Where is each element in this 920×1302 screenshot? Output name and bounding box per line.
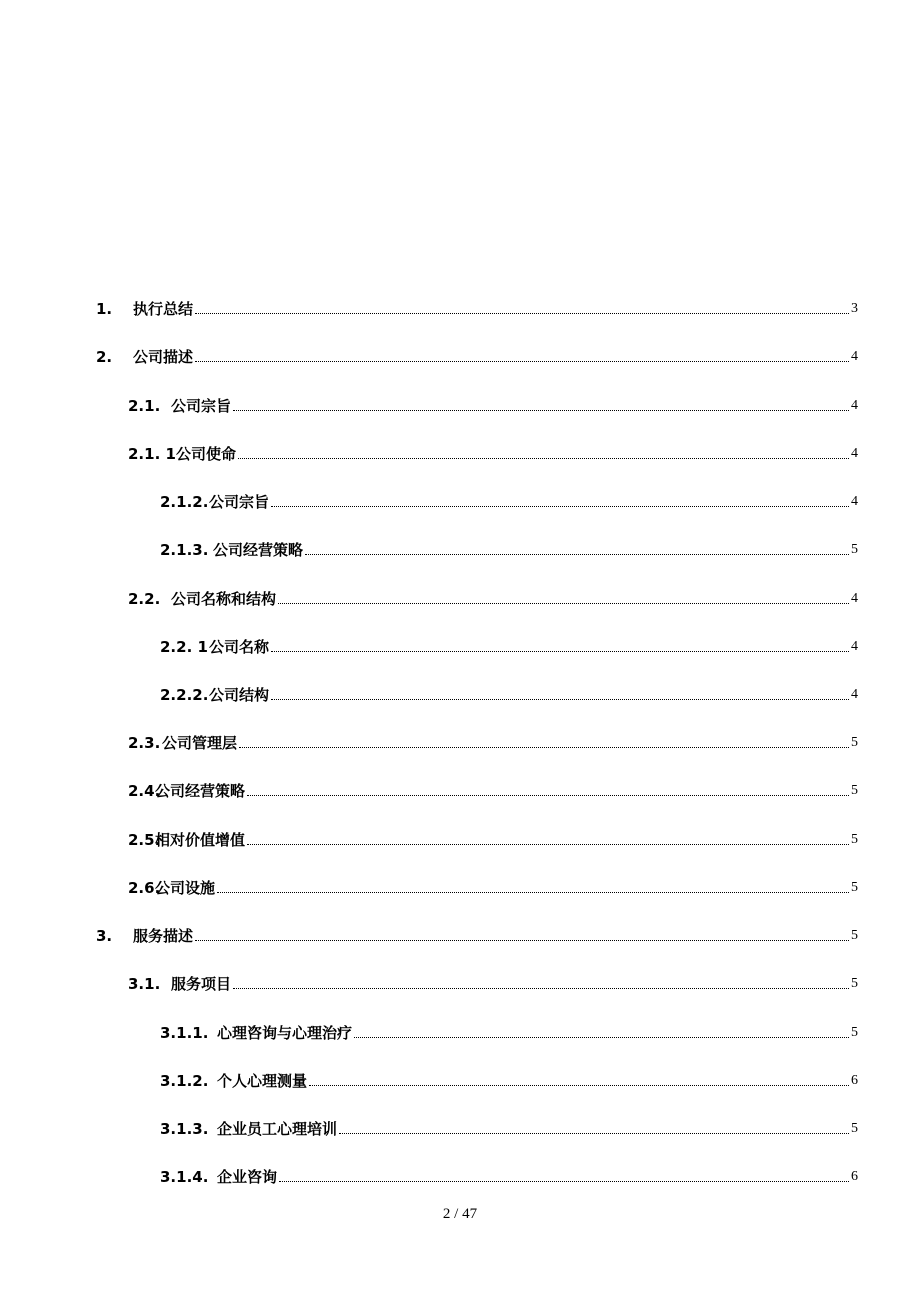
toc-entry-title: 企业咨询: [217, 1168, 278, 1186]
toc-entry-number: 3.1.: [128, 975, 161, 993]
dot-leader: [278, 602, 849, 604]
toc-entry-title: 公司经营策略: [155, 782, 246, 800]
toc-entry-page: 5: [851, 880, 858, 895]
toc-entry-page: 5: [851, 735, 858, 750]
toc-entry-number: 3.: [96, 927, 113, 945]
toc-entry-2-2-1[interactable]: [160, 632, 858, 656]
toc-entry-number: 3.1.4.: [160, 1168, 209, 1186]
toc-entry-title: 公司宗旨: [171, 397, 232, 415]
toc-entry-title: 公司名称: [209, 638, 270, 656]
toc-entry-page: 5: [851, 832, 858, 847]
toc-entry-number: 2.1.2.: [160, 493, 209, 511]
toc-entry-number: 3.1.3.: [160, 1120, 209, 1138]
toc-entry-title: 相对价值增值: [155, 831, 246, 849]
toc-entry-2-1-3[interactable]: [160, 535, 858, 559]
toc-entry-page: 5: [851, 976, 858, 991]
dot-leader: [305, 553, 849, 555]
toc-entry-number: 2.1. 1: [128, 445, 176, 463]
toc-entry-number: 2.6.: [128, 879, 161, 897]
toc-entry-title: 公司经营策略: [213, 541, 304, 559]
toc-entry-number: 3.1.1.: [160, 1024, 209, 1042]
toc-entry-title: 心理咨询与心理治疗: [217, 1024, 353, 1042]
toc-entry-number: 2.1.: [128, 397, 161, 415]
dot-leader: [233, 409, 849, 411]
toc-entry-title: 公司使命: [176, 445, 237, 463]
dot-leader: [339, 1132, 849, 1134]
toc-entry-page: 5: [851, 542, 858, 557]
dot-leader: [271, 650, 849, 652]
toc-entry-title: 服务项目: [171, 975, 232, 993]
toc-entry-title: 公司宗旨: [209, 493, 270, 511]
toc-entry-title: 公司管理层: [162, 734, 238, 752]
dot-leader: [195, 939, 849, 941]
toc-entry-page: 4: [851, 398, 858, 413]
toc-entry-page: 4: [851, 349, 858, 364]
toc-entry-3[interactable]: [96, 921, 858, 945]
toc-entry-page: 5: [851, 1121, 858, 1136]
toc-entry-2-1[interactable]: [128, 391, 858, 415]
dot-leader: [354, 1036, 849, 1038]
toc-entry-page: 4: [851, 494, 858, 509]
dot-leader: [195, 360, 849, 362]
dot-leader: [238, 457, 849, 459]
dot-leader: [309, 1084, 849, 1086]
dot-leader: [247, 843, 849, 845]
toc-entry-number: 2.3.: [128, 734, 161, 752]
dot-leader: [195, 312, 849, 314]
toc-entry-number: 2.2.: [128, 590, 161, 608]
toc-entry-number: 2.: [96, 348, 113, 366]
toc-entry-3-1-3[interactable]: [160, 1114, 858, 1138]
toc-entry-page: 4: [851, 446, 858, 461]
toc-entry-title: 执行总结: [133, 300, 194, 318]
toc-entry-page: 5: [851, 783, 858, 798]
toc-entry-number: 2.5.: [128, 831, 161, 849]
toc-entry-1[interactable]: [96, 294, 858, 318]
toc-entry-number: 2.2. 1: [160, 638, 208, 656]
dot-leader: [271, 505, 849, 507]
toc-entry-page: 5: [851, 928, 858, 943]
toc-entry-2-2-2[interactable]: [160, 680, 858, 704]
toc-entry-2[interactable]: [96, 342, 858, 366]
toc-entry-2-5[interactable]: [128, 825, 858, 849]
toc-entry-title: 服务描述: [133, 927, 194, 945]
toc-entry-number: 1.: [96, 300, 113, 318]
toc-entry-title: 企业员工心理培训: [217, 1120, 338, 1138]
toc-entry-page: 4: [851, 639, 858, 654]
dot-leader: [217, 891, 849, 893]
toc-entry-number: 2.4.: [128, 782, 161, 800]
dot-leader: [247, 794, 849, 796]
toc-entry-title: 公司描述: [133, 348, 194, 366]
toc-entry-number: 2.1.3.: [160, 541, 209, 559]
toc-entry-3-1-4[interactable]: [160, 1162, 858, 1186]
toc-entry-page: 4: [851, 687, 858, 702]
toc-entry-number: 3.1.2.: [160, 1072, 209, 1090]
toc-entry-2-2[interactable]: [128, 584, 858, 608]
toc-entry-2-1-2[interactable]: [160, 487, 858, 511]
toc-entry-title: 个人心理测量: [217, 1072, 308, 1090]
toc-entry-page: 6: [851, 1169, 858, 1184]
toc-entry-page: 3: [851, 301, 858, 316]
toc-entry-2-3[interactable]: [128, 728, 858, 752]
dot-leader: [279, 1180, 849, 1182]
toc-entry-title: 公司设施: [155, 879, 216, 897]
dot-leader: [233, 987, 849, 989]
toc-entry-3-1-2[interactable]: [160, 1066, 858, 1090]
toc-entry-page: 5: [851, 1025, 858, 1040]
toc-entry-title: 公司名称和结构: [171, 590, 277, 608]
toc-entry-3-1-1[interactable]: [160, 1018, 858, 1042]
toc-entry-2-6[interactable]: [128, 873, 858, 897]
toc-entry-page: 4: [851, 591, 858, 606]
toc-entry-number: 2.2.2.: [160, 686, 209, 704]
dot-leader: [239, 746, 849, 748]
toc-entry-3-1[interactable]: [128, 969, 858, 993]
toc-entry-title: 公司结构: [209, 686, 270, 704]
page-number-indicator: 2 / 47: [442, 1206, 478, 1222]
toc-entry-2-1-1[interactable]: [128, 439, 858, 463]
toc-entry-page: 6: [851, 1073, 858, 1088]
toc-entry-2-4[interactable]: [128, 776, 858, 800]
dot-leader: [271, 698, 849, 700]
